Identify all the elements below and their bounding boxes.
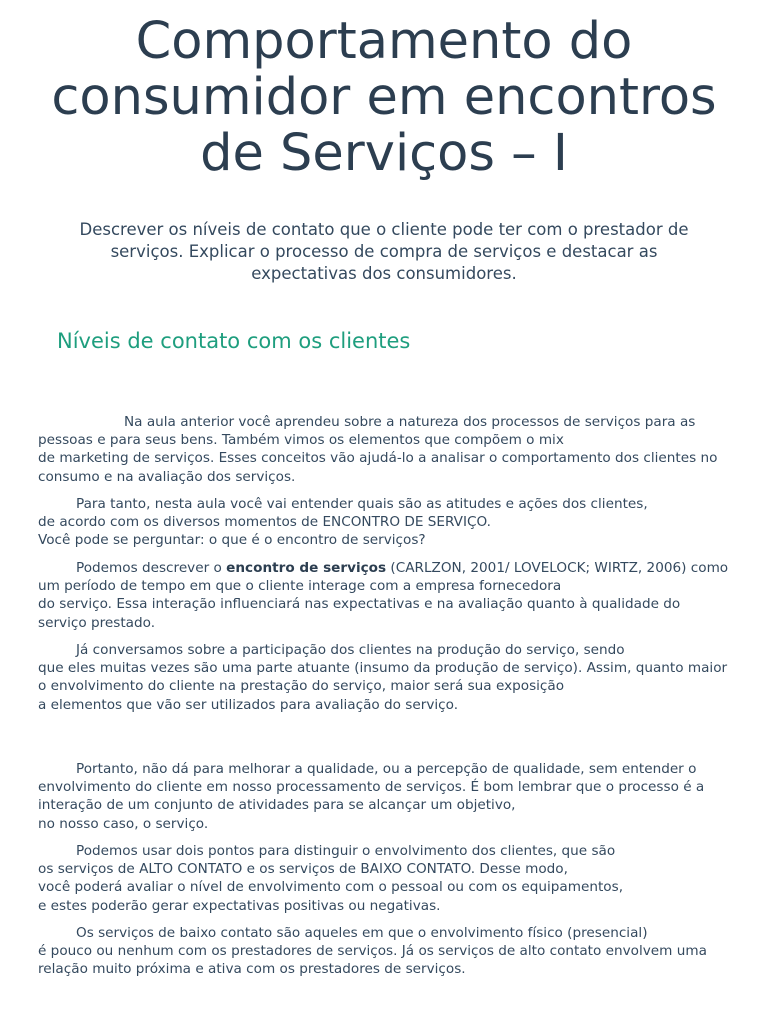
page-title bbox=[20, 14, 748, 182]
paragraph-line: serviço prestado. bbox=[38, 614, 156, 631]
paragraph-line: envolvimento do cliente em nosso processamento de serviços. É bom lembrar que o processo é a bbox=[38, 779, 705, 796]
paragraph-line: de acordo com os diversos momentos de ENCONTRO DE SERVIÇO. bbox=[38, 514, 491, 531]
section-heading: Níveis de contato com os clientes bbox=[57, 329, 411, 353]
title-line: Comportamento do bbox=[135, 12, 633, 71]
paragraph-line: Já conversamos sobre a participação dos clientes na produção do serviço, sendo bbox=[76, 642, 625, 658]
paragraph bbox=[38, 641, 754, 714]
paragraph-line: Para tanto, nesta aula você vai entender quais são as atitudes e ações dos clientes, bbox=[76, 496, 648, 512]
paragraph-line: Os serviços de baixo contato são aqueles em que o envolvimento físico (presencial) bbox=[76, 925, 648, 941]
paragraph bbox=[38, 495, 754, 550]
paragraph bbox=[38, 413, 754, 486]
paragraph-line: Você pode se perguntar: o que é o encontro de serviços? bbox=[38, 532, 426, 549]
paragraph bbox=[38, 924, 754, 979]
paragraph-line: pessoas e para seus bens. Também vimos os elementos que compõem o mix bbox=[38, 432, 564, 449]
paragraph-line: interação de um conjunto de atividades para se alcançar um objetivo, bbox=[38, 797, 516, 814]
paragraph-line: o envolvimento do cliente na prestação do serviço, maior será sua exposição bbox=[38, 678, 565, 695]
paragraph bbox=[38, 760, 754, 833]
paragraph bbox=[38, 559, 754, 632]
paragraph-line: você poderá avaliar o nível de envolvimento com o pessoal ou com os equipamentos, bbox=[38, 879, 624, 896]
subtitle-line: expectativas dos consumidores. bbox=[251, 264, 517, 283]
paragraph-line: a elementos que vão ser utilizados para avaliação do serviço. bbox=[38, 696, 459, 713]
title-line: de Serviços – I bbox=[200, 124, 568, 183]
paragraph-line: um período de tempo em que o cliente interage com a empresa fornecedora bbox=[38, 578, 562, 595]
paragraph-line: Podemos usar dois pontos para distinguir o envolvimento dos clientes, que são bbox=[76, 843, 616, 859]
paragraph-line: no nosso caso, o serviço. bbox=[38, 815, 209, 832]
subtitle-line: serviços. Explicar o processo de compra de serviços e destacar as bbox=[110, 242, 658, 261]
paragraph-line: os serviços de ALTO CONTATO e os serviços de BAIXO CONTATO. Desse modo, bbox=[38, 861, 568, 878]
subtitle-line: Descrever os níveis de contato que o cliente pode ter com o prestador de bbox=[79, 220, 689, 239]
bold-term: encontro de serviços bbox=[226, 560, 387, 576]
title-line: consumidor em encontros bbox=[51, 68, 717, 127]
paragraph-line: e estes poderão gerar expectativas positivas ou negativas. bbox=[38, 897, 441, 914]
paragraph bbox=[38, 842, 754, 915]
paragraph-line: é pouco ou nenhum com os prestadores de serviços. Já os serviços de alto contato envolvem uma bbox=[38, 943, 707, 960]
text-run: Podemos descrever o bbox=[76, 560, 227, 576]
paragraph-line bbox=[38, 559, 754, 577]
text-run: (CARLZON, 2001/ LOVELOCK; WIRTZ, 2006) como bbox=[386, 560, 729, 576]
paragraph-line: que eles muitas vezes são uma parte atuante (insumo da produção de serviço). Assim, quanto maior bbox=[38, 660, 728, 677]
paragraph-line: do serviço. Essa interação influenciará nas expectativas e na avaliação quanto à qualidade do bbox=[38, 596, 681, 613]
paragraph-line: Na aula anterior você aprendeu sobre a natureza dos processos de serviços para as bbox=[124, 414, 696, 430]
paragraph-line: de marketing de serviços. Esses conceitos vão ajudá-lo a analisar o comportamento dos clientes no bbox=[38, 450, 718, 467]
page-subtitle bbox=[50, 219, 718, 285]
paragraph-line: consumo e na avaliação dos serviços. bbox=[38, 468, 296, 485]
paragraph-line: Portanto, não dá para melhorar a qualidade, ou a percepção de qualidade, sem entender o bbox=[76, 761, 697, 777]
paragraph-line: relação muito próxima e ativa com os prestadores de serviços. bbox=[38, 961, 466, 978]
